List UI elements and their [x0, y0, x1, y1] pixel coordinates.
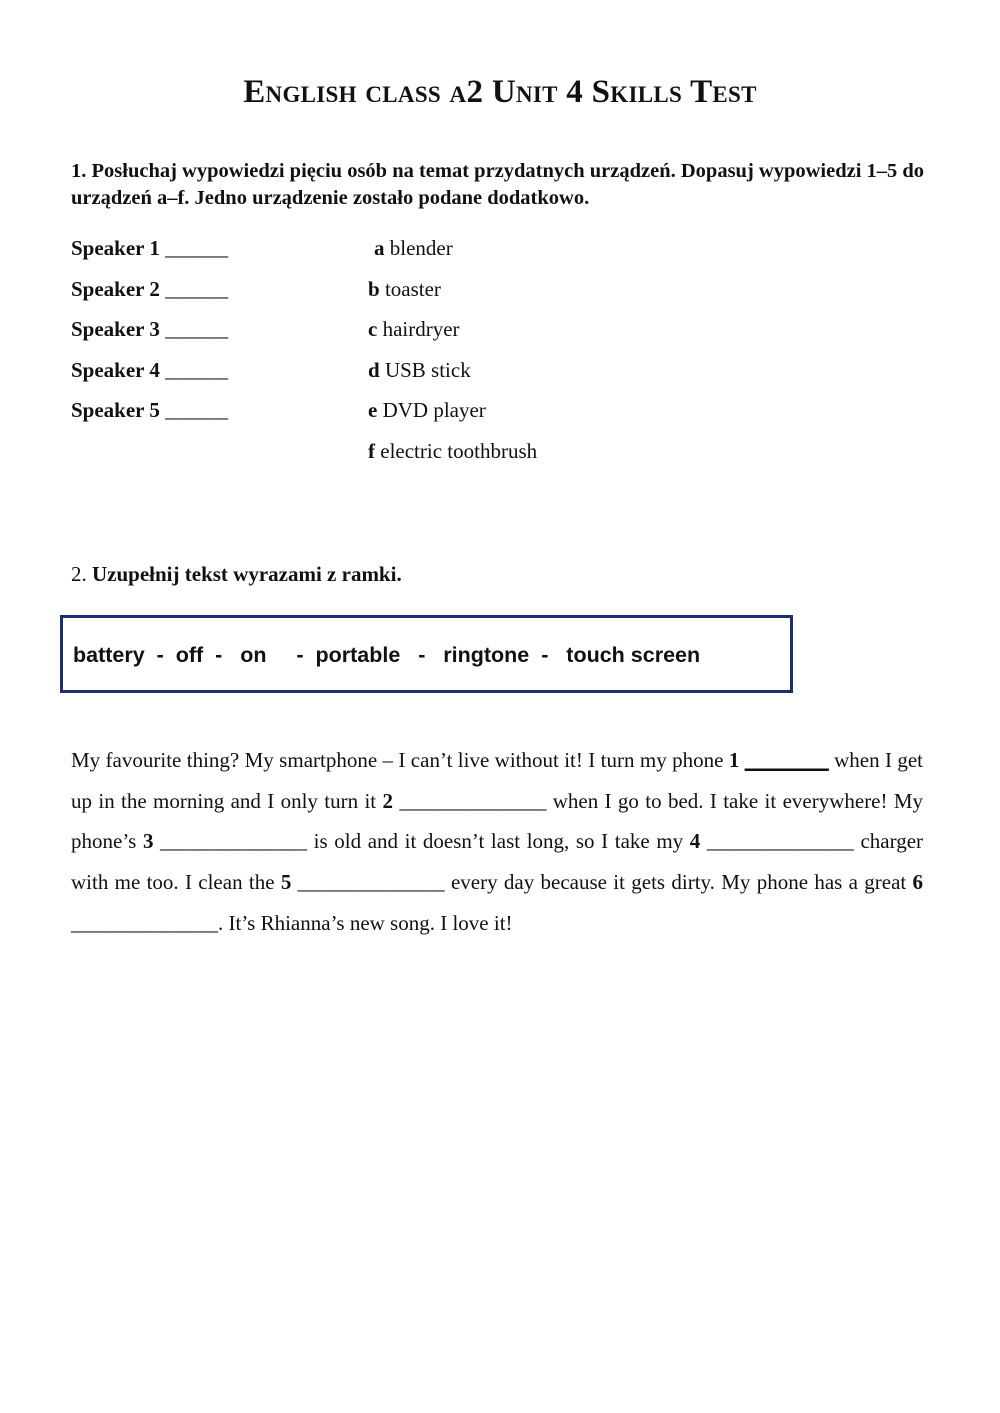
gap-fill-passage [71, 740, 923, 944]
passage-text: . It’s Rhianna’s new song. I love it! [218, 910, 513, 935]
option-item [368, 317, 537, 358]
speaker-row [71, 398, 228, 439]
speaker-row [71, 317, 228, 358]
gap-blank[interactable]: ______________ [399, 788, 547, 813]
option-item [368, 277, 537, 318]
option-letter: d [368, 357, 380, 382]
option-text: electric toothbrush [380, 438, 538, 463]
answer-blank[interactable]: ______ [165, 317, 229, 341]
passage-text: charger with me too. I clean the [71, 829, 924, 895]
option-letter: b [368, 276, 380, 301]
option-item [368, 358, 537, 399]
exercise1-instruction: 1. Posłuchaj wypowiedzi pięciu osób na temat przydatnych urządzeń. Dopasuj wypowiedzi 1–5 do urządzeń a–f. Jedno urządzenie zostało podane dodatkowo. [71, 160, 925, 209]
option-text: DVD player [382, 398, 486, 422]
option-text: USB stick [384, 357, 471, 382]
answer-blank[interactable]: ______ [165, 236, 229, 260]
speaker-row [71, 358, 228, 399]
passage-text: every day because it gets dirty. My phone has a great [450, 870, 907, 895]
gap-number: 6 [912, 870, 924, 895]
answer-blank[interactable]: ______ [165, 357, 229, 382]
answer-blank[interactable]: ______ [165, 276, 229, 301]
speaker-label: Speaker 1 [71, 236, 160, 260]
device-options [368, 236, 537, 479]
option-letter: c [368, 317, 378, 341]
option-item [368, 398, 537, 439]
exercise2-instruction [71, 562, 402, 587]
speaker-label: Speaker 5 [71, 398, 160, 422]
gap-blank[interactable]: ________ [744, 748, 829, 772]
gap-number: 2 [382, 788, 393, 813]
gap-number: 3 [142, 829, 154, 854]
answer-blank[interactable]: ______ [165, 398, 229, 422]
speaker-row [71, 236, 228, 277]
gap-number: 5 [280, 870, 292, 895]
option-item [368, 236, 537, 277]
option-letter: f [368, 438, 375, 463]
speaker-label: Speaker 4 [71, 357, 160, 382]
speaker-list [71, 236, 228, 439]
gap-number: 1 [728, 748, 740, 772]
gap-blank[interactable]: ______________ [71, 910, 218, 935]
speaker-label: Speaker 2 [71, 276, 160, 301]
gap-blank[interactable]: ______________ [160, 829, 308, 854]
gap-blank[interactable]: ______________ [706, 829, 854, 854]
word-box [60, 615, 793, 693]
passage-text: My favourite thing? My smartphone – I can’t live without it! I turn my phone [71, 748, 724, 772]
option-item [368, 439, 537, 480]
option-letter: a [374, 236, 385, 260]
option-text: blender [389, 236, 453, 260]
speaker-row [71, 277, 228, 318]
passage-text: when I get up in the morning and I only turn it [71, 748, 924, 813]
passage-text: when I go to bed. I take it everywhere! My phone’s [71, 788, 924, 854]
passage-text: is old and it doesn’t last long, so I take my [313, 829, 684, 854]
gap-number: 4 [689, 829, 701, 854]
word-box-text: battery - off - on - portable - ringtone - touch screen [73, 643, 701, 667]
gap-blank[interactable]: ______________ [297, 870, 445, 895]
exercise2-instruction-text: Uzupełnij tekst wyrazami z ramki. [92, 562, 402, 586]
speaker-label: Speaker 3 [71, 317, 160, 341]
option-letter: e [368, 398, 378, 422]
page-title: English class a2 Unit 4 Skills Test [243, 74, 757, 110]
option-text: toaster [384, 276, 441, 301]
exercise2-number: 2. [71, 562, 87, 586]
option-text: hairdryer [382, 317, 460, 341]
